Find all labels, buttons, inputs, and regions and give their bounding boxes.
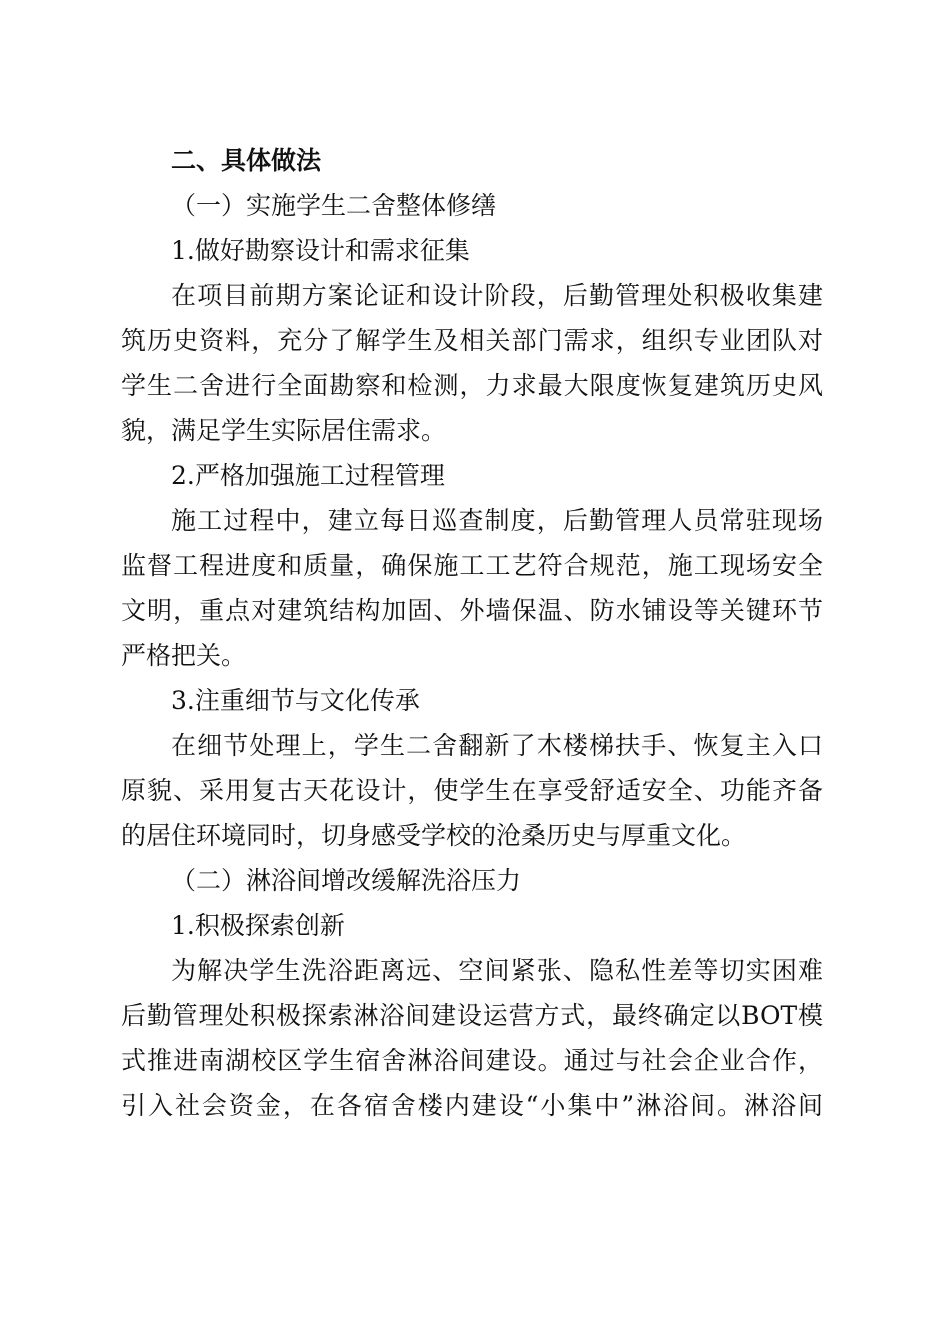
paragraph-line: 的居住环境同时，切身感受学校的沧桑历史与厚重文化。 [121,821,747,850]
paragraph-line: 后勤管理处积极探索淋浴间建设运营方式，最终确定以BOT模 [121,1001,823,1030]
paragraph-line: 文明，重点对建筑结构加固、外墙保温、防水铺设等关键环节 [121,596,823,625]
paragraph-line: 监督工程进度和质量，确保施工工艺符合规范，施工现场安全 [121,551,823,580]
paragraph-line: 筑历史资料，充分了解学生及相关部门需求，组织专业团队对 [121,326,823,355]
paragraph-line: 在项目前期方案论证和设计阶段，后勤管理处积极收集建 [171,281,823,310]
section-title: （一）实施学生二舍整体修缮 [171,191,497,220]
subsection-title: 1.积极探索创新 [171,911,345,940]
paragraph-line: 原貌、采用复古天花设计，使学生在享受舒适安全、功能齐备 [121,776,823,805]
subsection-title: 1.做好勘察设计和需求征集 [171,236,470,265]
section-title: （二）淋浴间增改缓解洗浴压力 [171,866,522,895]
document-body [121,138,823,1128]
paragraph-line: 在细节处理上，学生二舍翻新了木楼梯扶手、恢复主入口 [171,731,823,760]
paragraph-line: 严格把关。 [121,641,247,670]
paragraph-line: 引入社会资金，在各宿舍楼内建设“小集中”淋浴间。淋浴间 [121,1091,823,1120]
paragraph-line: 貌，满足学生实际居住需求。 [121,416,447,445]
subsection-title: 2.严格加强施工过程管理 [171,461,445,490]
main-heading: 二、具体做法 [171,146,322,175]
paragraph-line: 式推进南湖校区学生宿舍淋浴间建设。通过与社会企业合作， [121,1046,823,1075]
paragraph-line: 学生二舍进行全面勘察和检测，力求最大限度恢复建筑历史风 [121,371,823,400]
paragraph-line: 施工过程中，建立每日巡查制度，后勤管理人员常驻现场 [171,506,823,535]
subsection-title: 3.注重细节与文化传承 [171,686,420,715]
paragraph-line: 为解决学生洗浴距离远、空间紧张、隐私性差等切实困难 [171,956,823,985]
